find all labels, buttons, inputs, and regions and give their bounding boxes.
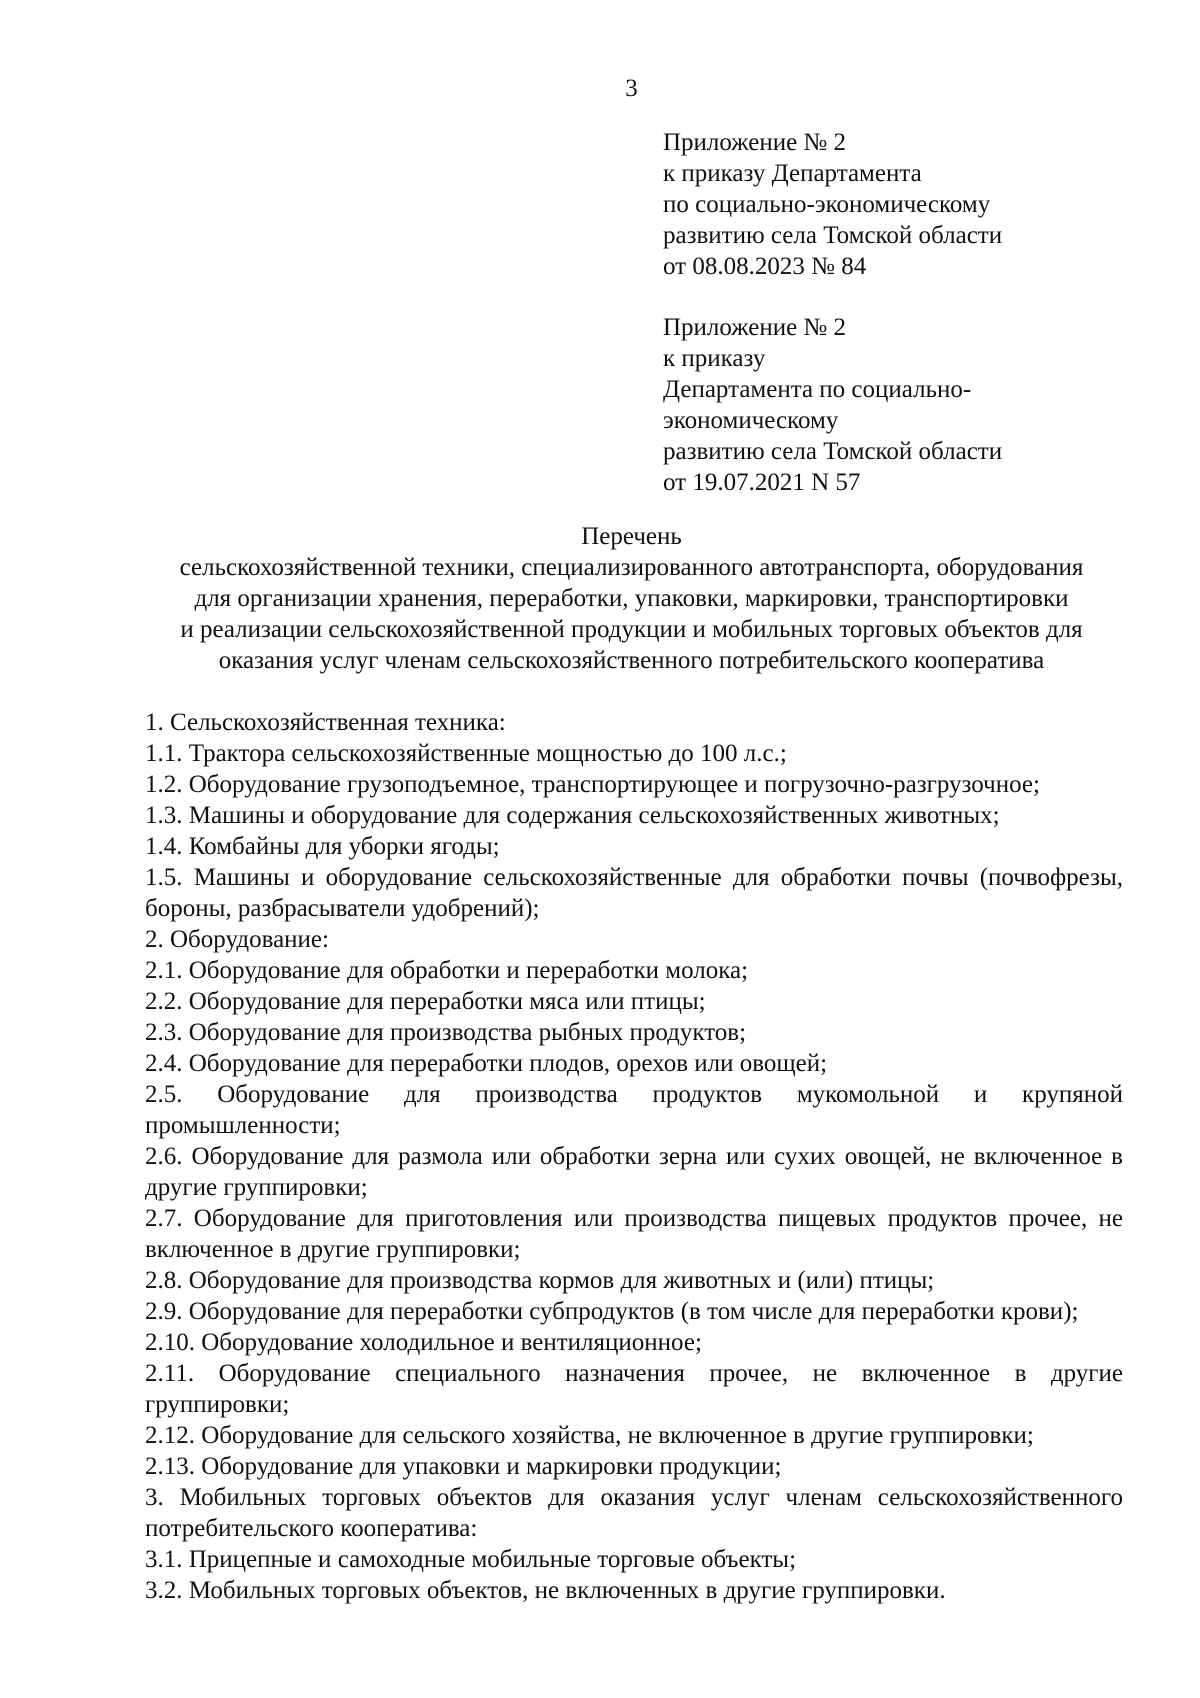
appendix-line: развитию села Томской области bbox=[663, 222, 1003, 249]
title-line: оказания услуг членам сельскохозяйственного потребительского кооператива bbox=[218, 647, 1045, 674]
list-item: 2.5. Оборудование для производства продуктов мукомольной и крупяной промышленности; bbox=[145, 1081, 1123, 1139]
title-line: и реализации сельскохозяйственной продукции и мобильных торговых объектов для bbox=[180, 616, 1083, 643]
title-line: сельскохозяйственной техники, специализированного автотранспорта, оборудования bbox=[179, 554, 1084, 581]
appendix-line: к приказу bbox=[663, 345, 766, 372]
list-item: 1.2. Оборудование грузоподъемное, транспортирующее и погрузочно-разгрузочное; bbox=[145, 771, 1040, 798]
list-item: 2.12. Оборудование для сельского хозяйства, не включенное в другие группировки; bbox=[145, 1422, 1034, 1449]
list-item: 1.1. Трактора сельскохозяйственные мощностью до 100 л.с.; bbox=[145, 740, 787, 767]
list-item: 2.2. Оборудование для переработки мяса или птицы; bbox=[145, 988, 706, 1015]
appendix-line: по социально-экономическому bbox=[663, 191, 991, 218]
list-item: 1.5. Машины и оборудование сельскохозяйственные для обработки почвы (почвофрезы, бороны, разбрасыватели удобрений); bbox=[145, 864, 1123, 922]
appendix-line: развитию села Томской области bbox=[663, 438, 1003, 465]
appendix-line: к приказу Департамента bbox=[663, 160, 922, 187]
list-item: 2.1. Оборудование для обработки и переработки молока; bbox=[145, 957, 749, 984]
list-item: 2.7. Оборудование для приготовления или производства пищевых продуктов прочее, не включенное в другие группировки; bbox=[145, 1205, 1123, 1263]
appendix-current bbox=[663, 127, 1002, 282]
title-heading: Перечень bbox=[581, 523, 682, 550]
list-item: 3.2. Мобильных торговых объектов, не включенных в другие группировки. bbox=[145, 1577, 946, 1604]
appendix-previous bbox=[663, 312, 1002, 498]
list-item: 2.6. Оборудование для размола или обработки зерна или сухих овощей, не включенное в другие группировки; bbox=[145, 1143, 1123, 1201]
list-item: 2.9. Оборудование для переработки субпродуктов (в том числе для переработки крови); bbox=[145, 1298, 1079, 1325]
appendix-line: от 19.07.2021 N 57 bbox=[663, 469, 861, 496]
appendix-line: Приложение № 2 bbox=[663, 129, 847, 156]
list-item: 2. Оборудование: bbox=[145, 926, 329, 953]
list-item: 1.3. Машины и оборудование для содержания сельскохозяйственных животных; bbox=[145, 802, 1000, 829]
list-item: 3.1. Прицепные и самоходные мобильные торговые объекты; bbox=[145, 1546, 797, 1573]
list-item: 2.3. Оборудование для производства рыбных продуктов; bbox=[145, 1019, 747, 1046]
page-number: 3 bbox=[625, 75, 638, 102]
list-item: 2.11. Оборудование специального назначения прочее, не включенное в другие группировки; bbox=[145, 1360, 1123, 1418]
list-item: 1.4. Комбайны для уборки ягоды; bbox=[145, 833, 500, 860]
list-item: 2.10. Оборудование холодильное и вентиляционное; bbox=[145, 1329, 702, 1356]
list-item: 1. Сельскохозяйственная техника: bbox=[145, 709, 506, 736]
item-list bbox=[145, 707, 1123, 1606]
list-item: 3. Мобильных торговых объектов для оказания услуг членам сельскохозяйственного потребительского кооператива: bbox=[145, 1484, 1123, 1542]
appendix-line: Департамента по социально- bbox=[663, 376, 972, 403]
title-line: для организации хранения, переработки, упаковки, маркировки, транспортировки bbox=[194, 585, 1069, 612]
appendix-line: от 08.08.2023 № 84 bbox=[663, 253, 867, 280]
list-item: 2.8. Оборудование для производства кормов для животных и (или) птицы; bbox=[145, 1267, 935, 1294]
list-item: 2.13. Оборудование для упаковки и маркировки продукции; bbox=[145, 1453, 782, 1480]
appendix-line: Приложение № 2 bbox=[663, 314, 847, 341]
appendix-line: экономическому bbox=[663, 407, 839, 434]
document-title bbox=[140, 521, 1123, 676]
list-item: 2.4. Оборудование для переработки плодов, орехов или овощей; bbox=[145, 1050, 828, 1077]
